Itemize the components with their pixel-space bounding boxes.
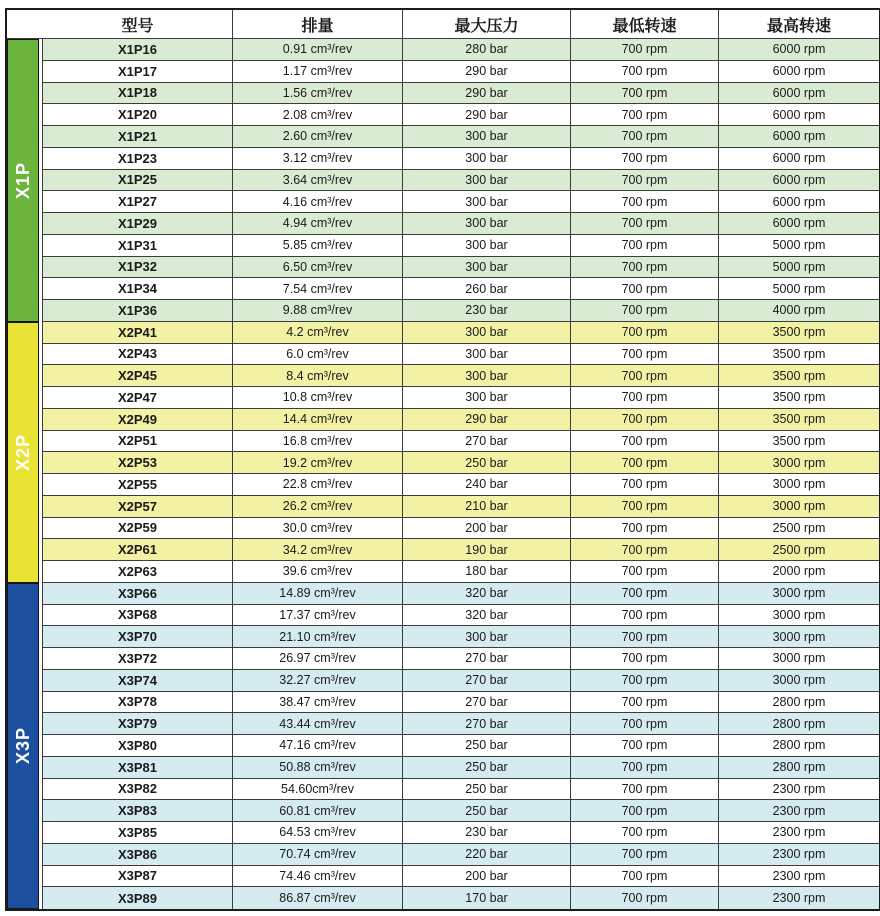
displacement-cell: 64.53 cm³/rev bbox=[233, 822, 403, 843]
displacement-cell: 7.54 cm³/rev bbox=[233, 278, 403, 299]
displacement-cell: 8.4 cm³/rev bbox=[233, 365, 403, 386]
displacement-cell: 19.2 cm³/rev bbox=[233, 452, 403, 473]
displacement-cell: 70.74 cm³/rev bbox=[233, 844, 403, 865]
model-cell: X3P81 bbox=[43, 757, 233, 778]
displacement-cell: 4.94 cm³/rev bbox=[233, 213, 403, 234]
series-section bbox=[7, 39, 879, 322]
max-pressure-cell: 270 bar bbox=[403, 713, 571, 734]
displacement-cell: 39.6 cm³/rev bbox=[233, 561, 403, 582]
model-cell: X3P72 bbox=[43, 648, 233, 669]
min-speed-cell: 700 rpm bbox=[571, 887, 719, 909]
table-row bbox=[43, 39, 879, 61]
max-speed-cell: 3500 rpm bbox=[772, 390, 826, 405]
displacement-cell: 26.2 cm³/rev bbox=[233, 496, 403, 517]
max-speed-cell: 6000 rpm bbox=[772, 42, 826, 57]
table-row bbox=[43, 518, 879, 540]
max-speed-cell: 3000 rpm bbox=[772, 607, 826, 622]
displacement-cell: 21.10 cm³/rev bbox=[233, 626, 403, 647]
max-pressure-cell: 290 bar bbox=[403, 61, 571, 82]
max-speed-cell: 5000 rpm bbox=[772, 259, 826, 274]
series-sidebar bbox=[7, 39, 43, 322]
table-row bbox=[43, 779, 879, 801]
min-speed-cell: 700 rpm bbox=[571, 474, 719, 495]
series-color-block bbox=[7, 322, 39, 583]
max-speed-cell: 2500 rpm bbox=[772, 542, 826, 557]
table-row bbox=[43, 539, 879, 561]
min-speed-cell: 700 rpm bbox=[571, 518, 719, 539]
series-label: X2P bbox=[12, 433, 33, 471]
min-speed-cell: 700 rpm bbox=[571, 561, 719, 582]
model-cell: X3P86 bbox=[43, 844, 233, 865]
max-speed-cell: 6000 rpm bbox=[772, 216, 826, 231]
max-pressure-cell: 250 bar bbox=[403, 779, 571, 800]
displacement-cell: 2.60 cm³/rev bbox=[233, 126, 403, 147]
table-row bbox=[43, 692, 879, 714]
max-speed-cell: 2800 rpm bbox=[772, 694, 826, 709]
series-rows bbox=[43, 322, 879, 583]
max-speed-cell: 2000 rpm bbox=[772, 564, 826, 579]
displacement-cell: 47.16 cm³/rev bbox=[233, 735, 403, 756]
min-speed-cell: 700 rpm bbox=[571, 322, 719, 343]
column-header-displacement: 排量 bbox=[233, 10, 403, 38]
model-cell: X1P18 bbox=[43, 83, 233, 104]
min-speed-cell: 700 rpm bbox=[571, 126, 719, 147]
model-cell: X2P53 bbox=[43, 452, 233, 473]
max-speed-cell: 6000 rpm bbox=[772, 194, 826, 209]
model-cell: X3P89 bbox=[43, 887, 233, 909]
min-speed-cell: 700 rpm bbox=[571, 583, 719, 604]
table-row bbox=[43, 344, 879, 366]
model-cell: X2P61 bbox=[43, 539, 233, 560]
max-speed-cell: 3500 rpm bbox=[772, 412, 826, 427]
model-cell: X2P55 bbox=[43, 474, 233, 495]
series-section bbox=[7, 583, 879, 909]
table-row bbox=[43, 713, 879, 735]
max-speed-cell: 2300 rpm bbox=[772, 868, 826, 883]
min-speed-cell: 700 rpm bbox=[571, 387, 719, 408]
min-speed-cell: 700 rpm bbox=[571, 496, 719, 517]
table-row bbox=[43, 757, 879, 779]
model-cell: X3P87 bbox=[43, 866, 233, 887]
table-row bbox=[43, 561, 879, 583]
max-speed-cell: 3000 rpm bbox=[772, 673, 826, 688]
min-speed-cell: 700 rpm bbox=[571, 278, 719, 299]
min-speed-cell: 700 rpm bbox=[571, 648, 719, 669]
model-cell: X1P31 bbox=[43, 235, 233, 256]
displacement-cell: 3.64 cm³/rev bbox=[233, 170, 403, 191]
displacement-cell: 4.16 cm³/rev bbox=[233, 191, 403, 212]
max-pressure-cell: 320 bar bbox=[403, 583, 571, 604]
displacement-cell: 50.88 cm³/rev bbox=[233, 757, 403, 778]
min-speed-cell: 700 rpm bbox=[571, 800, 719, 821]
max-pressure-cell: 300 bar bbox=[403, 365, 571, 386]
min-speed-cell: 700 rpm bbox=[571, 539, 719, 560]
max-pressure-cell: 300 bar bbox=[403, 344, 571, 365]
max-pressure-cell: 230 bar bbox=[403, 300, 571, 321]
max-pressure-cell: 300 bar bbox=[403, 257, 571, 278]
min-speed-cell: 700 rpm bbox=[571, 779, 719, 800]
displacement-cell: 6.50 cm³/rev bbox=[233, 257, 403, 278]
model-cell: X1P32 bbox=[43, 257, 233, 278]
table-body bbox=[7, 39, 879, 909]
min-speed-cell: 700 rpm bbox=[571, 409, 719, 430]
displacement-cell: 22.8 cm³/rev bbox=[233, 474, 403, 495]
model-cell: X2P49 bbox=[43, 409, 233, 430]
max-pressure-cell: 290 bar bbox=[403, 104, 571, 125]
table-row bbox=[43, 83, 879, 105]
max-pressure-cell: 300 bar bbox=[403, 170, 571, 191]
table-row bbox=[43, 387, 879, 409]
max-pressure-cell: 200 bar bbox=[403, 866, 571, 887]
displacement-cell: 43.44 cm³/rev bbox=[233, 713, 403, 734]
table-row bbox=[43, 626, 879, 648]
series-section bbox=[7, 322, 879, 583]
displacement-cell: 34.2 cm³/rev bbox=[233, 539, 403, 560]
max-pressure-cell: 170 bar bbox=[403, 887, 571, 909]
model-cell: X2P41 bbox=[43, 322, 233, 343]
column-header-model: 型号 bbox=[7, 10, 233, 38]
max-pressure-cell: 300 bar bbox=[403, 191, 571, 212]
max-pressure-cell: 250 bar bbox=[403, 800, 571, 821]
table-row bbox=[43, 866, 879, 888]
displacement-cell: 86.87 cm³/rev bbox=[233, 887, 403, 909]
pump-spec-table bbox=[5, 8, 880, 911]
displacement-cell: 1.56 cm³/rev bbox=[233, 83, 403, 104]
min-speed-cell: 700 rpm bbox=[571, 452, 719, 473]
series-sidebar bbox=[7, 322, 43, 583]
min-speed-cell: 700 rpm bbox=[571, 713, 719, 734]
table-row bbox=[43, 235, 879, 257]
table-row bbox=[43, 126, 879, 148]
model-cell: X1P29 bbox=[43, 213, 233, 234]
max-speed-cell: 5000 rpm bbox=[772, 281, 826, 296]
table-row bbox=[43, 822, 879, 844]
displacement-cell: 54.60cm³/rev bbox=[233, 779, 403, 800]
displacement-cell: 60.81 cm³/rev bbox=[233, 800, 403, 821]
model-cell: X1P23 bbox=[43, 148, 233, 169]
model-cell: X1P20 bbox=[43, 104, 233, 125]
max-speed-cell: 3500 rpm bbox=[772, 346, 826, 361]
min-speed-cell: 700 rpm bbox=[571, 257, 719, 278]
max-speed-cell: 6000 rpm bbox=[772, 85, 826, 100]
max-speed-cell: 2300 rpm bbox=[772, 825, 826, 840]
max-speed-cell: 2500 rpm bbox=[772, 520, 826, 535]
displacement-cell: 10.8 cm³/rev bbox=[233, 387, 403, 408]
min-speed-cell: 700 rpm bbox=[571, 61, 719, 82]
table-row bbox=[43, 887, 879, 909]
table-row bbox=[43, 583, 879, 605]
displacement-cell: 9.88 cm³/rev bbox=[233, 300, 403, 321]
displacement-cell: 3.12 cm³/rev bbox=[233, 148, 403, 169]
displacement-cell: 14.4 cm³/rev bbox=[233, 409, 403, 430]
model-cell: X3P83 bbox=[43, 800, 233, 821]
table-row bbox=[43, 409, 879, 431]
table-row bbox=[43, 474, 879, 496]
max-speed-cell: 6000 rpm bbox=[772, 151, 826, 166]
table-row bbox=[43, 257, 879, 279]
model-cell: X3P85 bbox=[43, 822, 233, 843]
model-cell: X2P63 bbox=[43, 561, 233, 582]
model-cell: X2P45 bbox=[43, 365, 233, 386]
model-cell: X3P74 bbox=[43, 670, 233, 691]
max-pressure-cell: 210 bar bbox=[403, 496, 571, 517]
model-cell: X3P82 bbox=[43, 779, 233, 800]
max-pressure-cell: 220 bar bbox=[403, 844, 571, 865]
min-speed-cell: 700 rpm bbox=[571, 670, 719, 691]
min-speed-cell: 700 rpm bbox=[571, 39, 719, 60]
max-speed-cell: 2300 rpm bbox=[772, 803, 826, 818]
model-cell: X1P21 bbox=[43, 126, 233, 147]
max-speed-cell: 5000 rpm bbox=[772, 238, 826, 253]
model-cell: X3P70 bbox=[43, 626, 233, 647]
column-header-min-speed: 最低转速 bbox=[571, 10, 719, 38]
model-cell: X2P47 bbox=[43, 387, 233, 408]
max-speed-cell: 6000 rpm bbox=[772, 107, 826, 122]
series-label: X3P bbox=[12, 727, 33, 765]
model-cell: X3P68 bbox=[43, 605, 233, 626]
model-cell: X3P79 bbox=[43, 713, 233, 734]
table-row bbox=[43, 844, 879, 866]
displacement-cell: 16.8 cm³/rev bbox=[233, 431, 403, 452]
min-speed-cell: 700 rpm bbox=[571, 822, 719, 843]
max-speed-cell: 2300 rpm bbox=[772, 847, 826, 862]
max-speed-cell: 6000 rpm bbox=[772, 172, 826, 187]
max-pressure-cell: 290 bar bbox=[403, 409, 571, 430]
table-row bbox=[43, 452, 879, 474]
displacement-cell: 74.46 cm³/rev bbox=[233, 866, 403, 887]
displacement-cell: 1.17 cm³/rev bbox=[233, 61, 403, 82]
displacement-cell: 38.47 cm³/rev bbox=[233, 692, 403, 713]
max-pressure-cell: 300 bar bbox=[403, 322, 571, 343]
min-speed-cell: 700 rpm bbox=[571, 735, 719, 756]
min-speed-cell: 700 rpm bbox=[571, 757, 719, 778]
max-pressure-cell: 230 bar bbox=[403, 822, 571, 843]
series-color-block bbox=[7, 583, 39, 909]
table-row bbox=[43, 148, 879, 170]
table-row bbox=[43, 648, 879, 670]
min-speed-cell: 700 rpm bbox=[571, 605, 719, 626]
max-pressure-cell: 320 bar bbox=[403, 605, 571, 626]
series-color-block bbox=[7, 39, 39, 322]
model-cell: X1P17 bbox=[43, 61, 233, 82]
displacement-cell: 32.27 cm³/rev bbox=[233, 670, 403, 691]
max-pressure-cell: 250 bar bbox=[403, 757, 571, 778]
model-cell: X1P36 bbox=[43, 300, 233, 321]
table-row bbox=[43, 496, 879, 518]
min-speed-cell: 700 rpm bbox=[571, 83, 719, 104]
max-speed-cell: 2800 rpm bbox=[772, 716, 826, 731]
max-pressure-cell: 190 bar bbox=[403, 539, 571, 560]
model-cell: X2P51 bbox=[43, 431, 233, 452]
displacement-cell: 26.97 cm³/rev bbox=[233, 648, 403, 669]
min-speed-cell: 700 rpm bbox=[571, 365, 719, 386]
series-sidebar bbox=[7, 583, 43, 909]
max-pressure-cell: 200 bar bbox=[403, 518, 571, 539]
table-row bbox=[43, 670, 879, 692]
series-rows bbox=[43, 583, 879, 909]
max-speed-cell: 6000 rpm bbox=[772, 129, 826, 144]
max-speed-cell: 3500 rpm bbox=[772, 433, 826, 448]
max-speed-cell: 2300 rpm bbox=[772, 891, 826, 906]
table-row bbox=[43, 605, 879, 627]
min-speed-cell: 700 rpm bbox=[571, 148, 719, 169]
table-row bbox=[43, 191, 879, 213]
max-pressure-cell: 180 bar bbox=[403, 561, 571, 582]
max-speed-cell: 3000 rpm bbox=[772, 651, 826, 666]
min-speed-cell: 700 rpm bbox=[571, 213, 719, 234]
max-speed-cell: 2800 rpm bbox=[772, 760, 826, 775]
table-row bbox=[43, 61, 879, 83]
max-pressure-cell: 280 bar bbox=[403, 39, 571, 60]
min-speed-cell: 700 rpm bbox=[571, 235, 719, 256]
table-row bbox=[43, 735, 879, 757]
max-pressure-cell: 270 bar bbox=[403, 692, 571, 713]
max-pressure-cell: 260 bar bbox=[403, 278, 571, 299]
displacement-cell: 14.89 cm³/rev bbox=[233, 583, 403, 604]
displacement-cell: 5.85 cm³/rev bbox=[233, 235, 403, 256]
series-rows bbox=[43, 39, 879, 322]
max-pressure-cell: 300 bar bbox=[403, 387, 571, 408]
max-speed-cell: 3000 rpm bbox=[772, 629, 826, 644]
table-header-row bbox=[7, 10, 879, 39]
min-speed-cell: 700 rpm bbox=[571, 692, 719, 713]
model-cell: X1P27 bbox=[43, 191, 233, 212]
max-pressure-cell: 300 bar bbox=[403, 626, 571, 647]
max-speed-cell: 4000 rpm bbox=[772, 303, 826, 318]
max-speed-cell: 3000 rpm bbox=[772, 586, 826, 601]
max-pressure-cell: 270 bar bbox=[403, 431, 571, 452]
max-speed-cell: 2300 rpm bbox=[772, 781, 826, 796]
max-pressure-cell: 300 bar bbox=[403, 126, 571, 147]
model-cell: X2P57 bbox=[43, 496, 233, 517]
max-pressure-cell: 270 bar bbox=[403, 648, 571, 669]
min-speed-cell: 700 rpm bbox=[571, 104, 719, 125]
min-speed-cell: 700 rpm bbox=[571, 626, 719, 647]
displacement-cell: 30.0 cm³/rev bbox=[233, 518, 403, 539]
min-speed-cell: 700 rpm bbox=[571, 300, 719, 321]
max-speed-cell: 6000 rpm bbox=[772, 64, 826, 79]
table-row bbox=[43, 104, 879, 126]
model-cell: X3P66 bbox=[43, 583, 233, 604]
model-cell: X1P34 bbox=[43, 278, 233, 299]
min-speed-cell: 700 rpm bbox=[571, 344, 719, 365]
table-row bbox=[43, 365, 879, 387]
table-row bbox=[43, 213, 879, 235]
displacement-cell: 2.08 cm³/rev bbox=[233, 104, 403, 125]
max-pressure-cell: 300 bar bbox=[403, 148, 571, 169]
max-speed-cell: 3500 rpm bbox=[772, 368, 826, 383]
model-cell: X1P25 bbox=[43, 170, 233, 191]
column-header-max-speed: 最高转速 bbox=[766, 17, 831, 35]
min-speed-cell: 700 rpm bbox=[571, 431, 719, 452]
table-row bbox=[43, 431, 879, 453]
model-cell: X3P78 bbox=[43, 692, 233, 713]
table-row bbox=[43, 300, 879, 322]
max-pressure-cell: 250 bar bbox=[403, 452, 571, 473]
max-speed-cell: 3000 rpm bbox=[772, 455, 826, 470]
max-speed-cell: 3000 rpm bbox=[772, 499, 826, 514]
table-row bbox=[43, 322, 879, 344]
max-pressure-cell: 290 bar bbox=[403, 83, 571, 104]
series-label: X1P bbox=[12, 161, 33, 199]
table-row bbox=[43, 170, 879, 192]
model-cell: X1P16 bbox=[43, 39, 233, 60]
max-speed-cell: 2800 rpm bbox=[772, 738, 826, 753]
displacement-cell: 6.0 cm³/rev bbox=[233, 344, 403, 365]
column-header-max-pressure: 最大压力 bbox=[403, 10, 571, 38]
max-speed-cell: 3500 rpm bbox=[772, 325, 826, 340]
max-pressure-cell: 300 bar bbox=[403, 235, 571, 256]
displacement-cell: 0.91 cm³/rev bbox=[233, 39, 403, 60]
max-pressure-cell: 300 bar bbox=[403, 213, 571, 234]
min-speed-cell: 700 rpm bbox=[571, 866, 719, 887]
model-cell: X2P59 bbox=[43, 518, 233, 539]
max-pressure-cell: 240 bar bbox=[403, 474, 571, 495]
displacement-cell: 17.37 cm³/rev bbox=[233, 605, 403, 626]
min-speed-cell: 700 rpm bbox=[571, 844, 719, 865]
displacement-cell: 4.2 cm³/rev bbox=[233, 322, 403, 343]
min-speed-cell: 700 rpm bbox=[571, 191, 719, 212]
table-row bbox=[43, 278, 879, 300]
max-pressure-cell: 250 bar bbox=[403, 735, 571, 756]
model-cell: X2P43 bbox=[43, 344, 233, 365]
max-speed-cell: 3000 rpm bbox=[772, 477, 826, 492]
model-cell: X3P80 bbox=[43, 735, 233, 756]
table-row bbox=[43, 800, 879, 822]
max-pressure-cell: 270 bar bbox=[403, 670, 571, 691]
min-speed-cell: 700 rpm bbox=[571, 170, 719, 191]
